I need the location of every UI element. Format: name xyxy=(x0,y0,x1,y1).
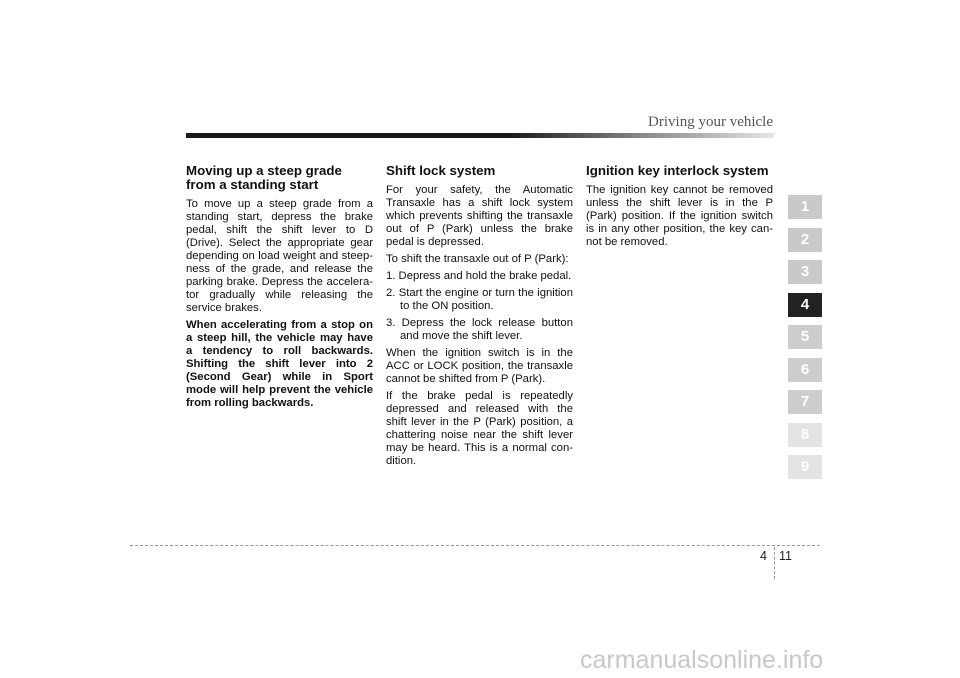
footer-divider xyxy=(774,547,775,579)
column-key-interlock xyxy=(586,164,773,253)
chapter-number: 4 xyxy=(760,549,767,563)
column-shift-lock xyxy=(386,164,573,472)
chapter-tab-5[interactable]: 5 xyxy=(788,325,822,349)
heading-steep-grade: Moving up a steep grade from a standing start xyxy=(186,163,342,192)
watermark: carmanualsonline.info xyxy=(580,646,824,674)
chapter-tab-1[interactable]: 1 xyxy=(788,195,822,219)
heading-shift-lock: Shift lock system xyxy=(386,163,496,178)
chapter-tab-7[interactable]: 7 xyxy=(788,390,822,414)
step-item: 1. Depress and hold the brake pedal. xyxy=(386,270,572,282)
paragraph: To shift the transaxle out of P (Park): xyxy=(386,253,569,265)
header-title: Driving your vehicle xyxy=(648,114,773,130)
chapter-tab-6[interactable]: 6 xyxy=(788,358,822,382)
heading-key-interlock: Ignition key interlock system xyxy=(586,163,769,178)
page-number: 11 xyxy=(779,549,792,563)
paragraph: When the ignition switch is in the ACC or LOCK position, the transaxle cannot be shifted from P (Park). xyxy=(386,347,573,385)
chapter-tabs xyxy=(788,195,822,488)
chapter-tab-2[interactable]: 2 xyxy=(788,228,822,252)
chapter-tab-8[interactable]: 8 xyxy=(788,423,822,447)
column-steep-grade xyxy=(186,164,373,414)
step-item: 2. Start the engine or turn the ignition to the ON position. xyxy=(386,287,573,312)
chapter-tab-9[interactable]: 9 xyxy=(788,455,822,479)
paragraph: For your safety, the Automatic Transaxle has a shift lock system which prevents shifting the transaxle out of P (Park) unless the brake pedal is depressed. xyxy=(386,184,573,248)
step-item: 3. Depress the lock release button and move the shift lever. xyxy=(386,317,573,342)
paragraph: The ignition key cannot be removed unless the shift lever is in the P (Park) position. If the ignition switch is in any other position, the key can-not be removed. xyxy=(586,184,773,248)
chapter-tab-3[interactable]: 3 xyxy=(788,260,822,284)
paragraph: To move up a steep grade from a standing start, depress the brake pedal, shift the shift lever to D (Drive). Select the appropriate gear depending on load weight and steep-ness of the grade, and release the parking brake. Depress the accelera-tor gradually while releasing the service brakes. xyxy=(186,198,373,314)
bold-paragraph: When accelerating from a stop on a steep hill, the vehicle may have a tendency to roll backwards. Shifting the shift lever into 2 (Second Gear) while in Sport mode will help prevent the vehicle from rolling backwards. xyxy=(186,319,373,409)
footer-rule xyxy=(130,545,820,546)
header-rule xyxy=(186,133,774,138)
chapter-tab-4[interactable]: 4 xyxy=(788,293,822,317)
paragraph: If the brake pedal is repeatedly depressed and released with the shift lever in the P (Park) position, a chattering noise near the shift lever may be heard. This is a normal con-dition. xyxy=(386,390,573,467)
